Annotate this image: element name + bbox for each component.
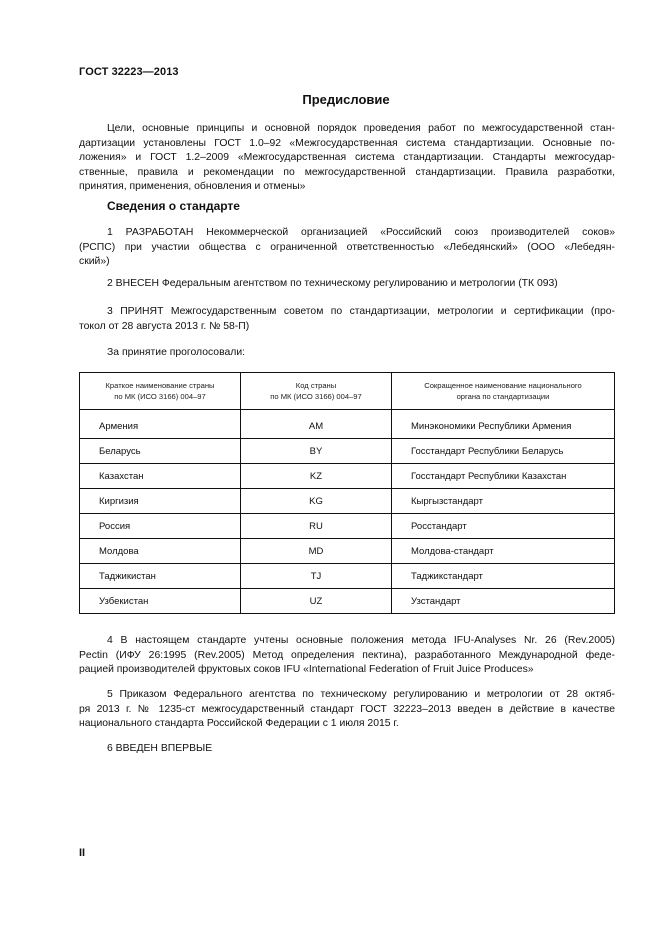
foreword-line: Цели, основные принципы и основной порядок проведения работ по межгосударственной стан- — [107, 123, 615, 134]
info-item-6 — [79, 742, 615, 757]
table-row — [80, 514, 615, 539]
info-line: национального стандарта Российской Федерации с 1 июля 2015 г. — [79, 718, 399, 730]
foreword-line: дартизации установлены ГОСТ 1.0–92 «Межгосударственная система стандартизации. Основные по- — [79, 137, 615, 149]
voting-table — [79, 372, 615, 614]
header-code: Код страны по МК (ИСО 3166) 004–97 — [241, 373, 392, 410]
country-cell: Армения — [80, 414, 241, 439]
info-line: 2 ВНЕСЕН Федеральным агентством по техническому регулированию и метрологии (ТК 093) — [107, 278, 558, 289]
country-cell: Казахстан — [80, 464, 241, 489]
body-cell: Узстандарт — [392, 589, 615, 614]
info-line: За принятие проголосовали: — [107, 347, 246, 358]
code-cell: BY — [241, 439, 392, 464]
body-cell: Госстандарт Республики Беларусь — [392, 439, 615, 464]
info-line: 1 РАЗРАБОТАН Некоммерческой организацией «Российский союз производителей соков» — [107, 227, 615, 238]
body-cell: Госстандарт Республики Казахстан — [392, 464, 615, 489]
info-item-1 — [79, 226, 615, 270]
body-cell: Молдова-стандарт — [392, 539, 615, 564]
info-line: ря 2013 г. № 1235-ст межгосударственный стандарт ГОСТ 32223–2013 введен в действие в качестве — [79, 703, 615, 715]
code-cell: TJ — [241, 564, 392, 589]
header-country: Краткое наименование страны по МК (ИСО 3166) 004–97 — [80, 373, 241, 410]
code-cell: KZ — [241, 464, 392, 489]
code-cell: MD — [241, 539, 392, 564]
info-line: рацией производителей фруктовых соков IFU «International Federation of Fruit Juice Produces» — [79, 664, 534, 676]
foreword-title: Предисловие — [302, 92, 390, 107]
table-row — [80, 489, 615, 514]
body-cell: Росстандарт — [392, 514, 615, 539]
info-item-4 — [79, 634, 615, 678]
table-row — [80, 414, 615, 439]
page-number: II — [79, 847, 86, 859]
table-row — [80, 439, 615, 464]
info-item-2 — [79, 277, 615, 292]
country-cell: Таджикистан — [80, 564, 241, 589]
info-line: 6 ВВЕДЕН ВПЕРВЫЕ — [107, 743, 213, 754]
info-item-5 — [79, 688, 615, 732]
table-header-row — [80, 373, 615, 410]
info-line: (РСПС) при участии общества с ограниченной ответственностью «Лебедянский» (ООО «Лебедян- — [79, 241, 615, 253]
foreword-line: принятия, применения, обновления и отмены» — [79, 181, 306, 193]
info-line: 5 Приказом Федерального агентства по техническому регулированию и метрологии от 28 октяб- — [107, 689, 615, 700]
voted-label — [79, 346, 615, 361]
country-cell: Молдова — [80, 539, 241, 564]
info-line: 3 ПРИНЯТ Межгосударственным советом по стандартизации, метрологии и сертификации (про- — [107, 306, 615, 317]
code-cell: KG — [241, 489, 392, 514]
info-line: токол от 28 августа 2013 г. № 58-П) — [79, 320, 250, 332]
country-cell: Узбекистан — [80, 589, 241, 614]
table-row — [80, 589, 615, 614]
body-cell: Кыргызстандарт — [392, 489, 615, 514]
code-cell: AM — [241, 414, 392, 439]
foreword-line: ложения» и ГОСТ 1.2–2009 «Межгосударственная система стандартизации. Стандарты межгосудар- — [79, 152, 615, 164]
info-item-3 — [79, 305, 615, 334]
info-line: 4 В настоящем стандарте учтены основные положения метода IFU-Analyses Nr. 26 (Rev.2005) — [107, 635, 615, 646]
foreword-line: ственные, правила и рекомендации по межгосударственной стандартизации. Правила разработки, — [79, 166, 615, 178]
country-cell: Россия — [80, 514, 241, 539]
info-title: Сведения о стандарте — [107, 199, 240, 213]
code-cell: RU — [241, 514, 392, 539]
table-row — [80, 564, 615, 589]
header-body: Сокращенное наименование национального органа по стандартизации — [392, 373, 615, 410]
body-cell: Минэкономики Республики Армения — [392, 414, 615, 439]
table-row — [80, 539, 615, 564]
country-cell: Беларусь — [80, 439, 241, 464]
foreword-paragraph — [79, 122, 615, 195]
code-cell: UZ — [241, 589, 392, 614]
info-line: ский») — [79, 256, 110, 268]
document-code: ГОСТ 32223—2013 — [79, 66, 179, 78]
country-cell: Киргизия — [80, 489, 241, 514]
body-cell: Таджикстандарт — [392, 564, 615, 589]
info-line: Pectin (ИФУ 26:1995 (Rev.2005) Метод определения пектина), разработанного Международной феде- — [79, 649, 615, 661]
table-row — [80, 464, 615, 489]
